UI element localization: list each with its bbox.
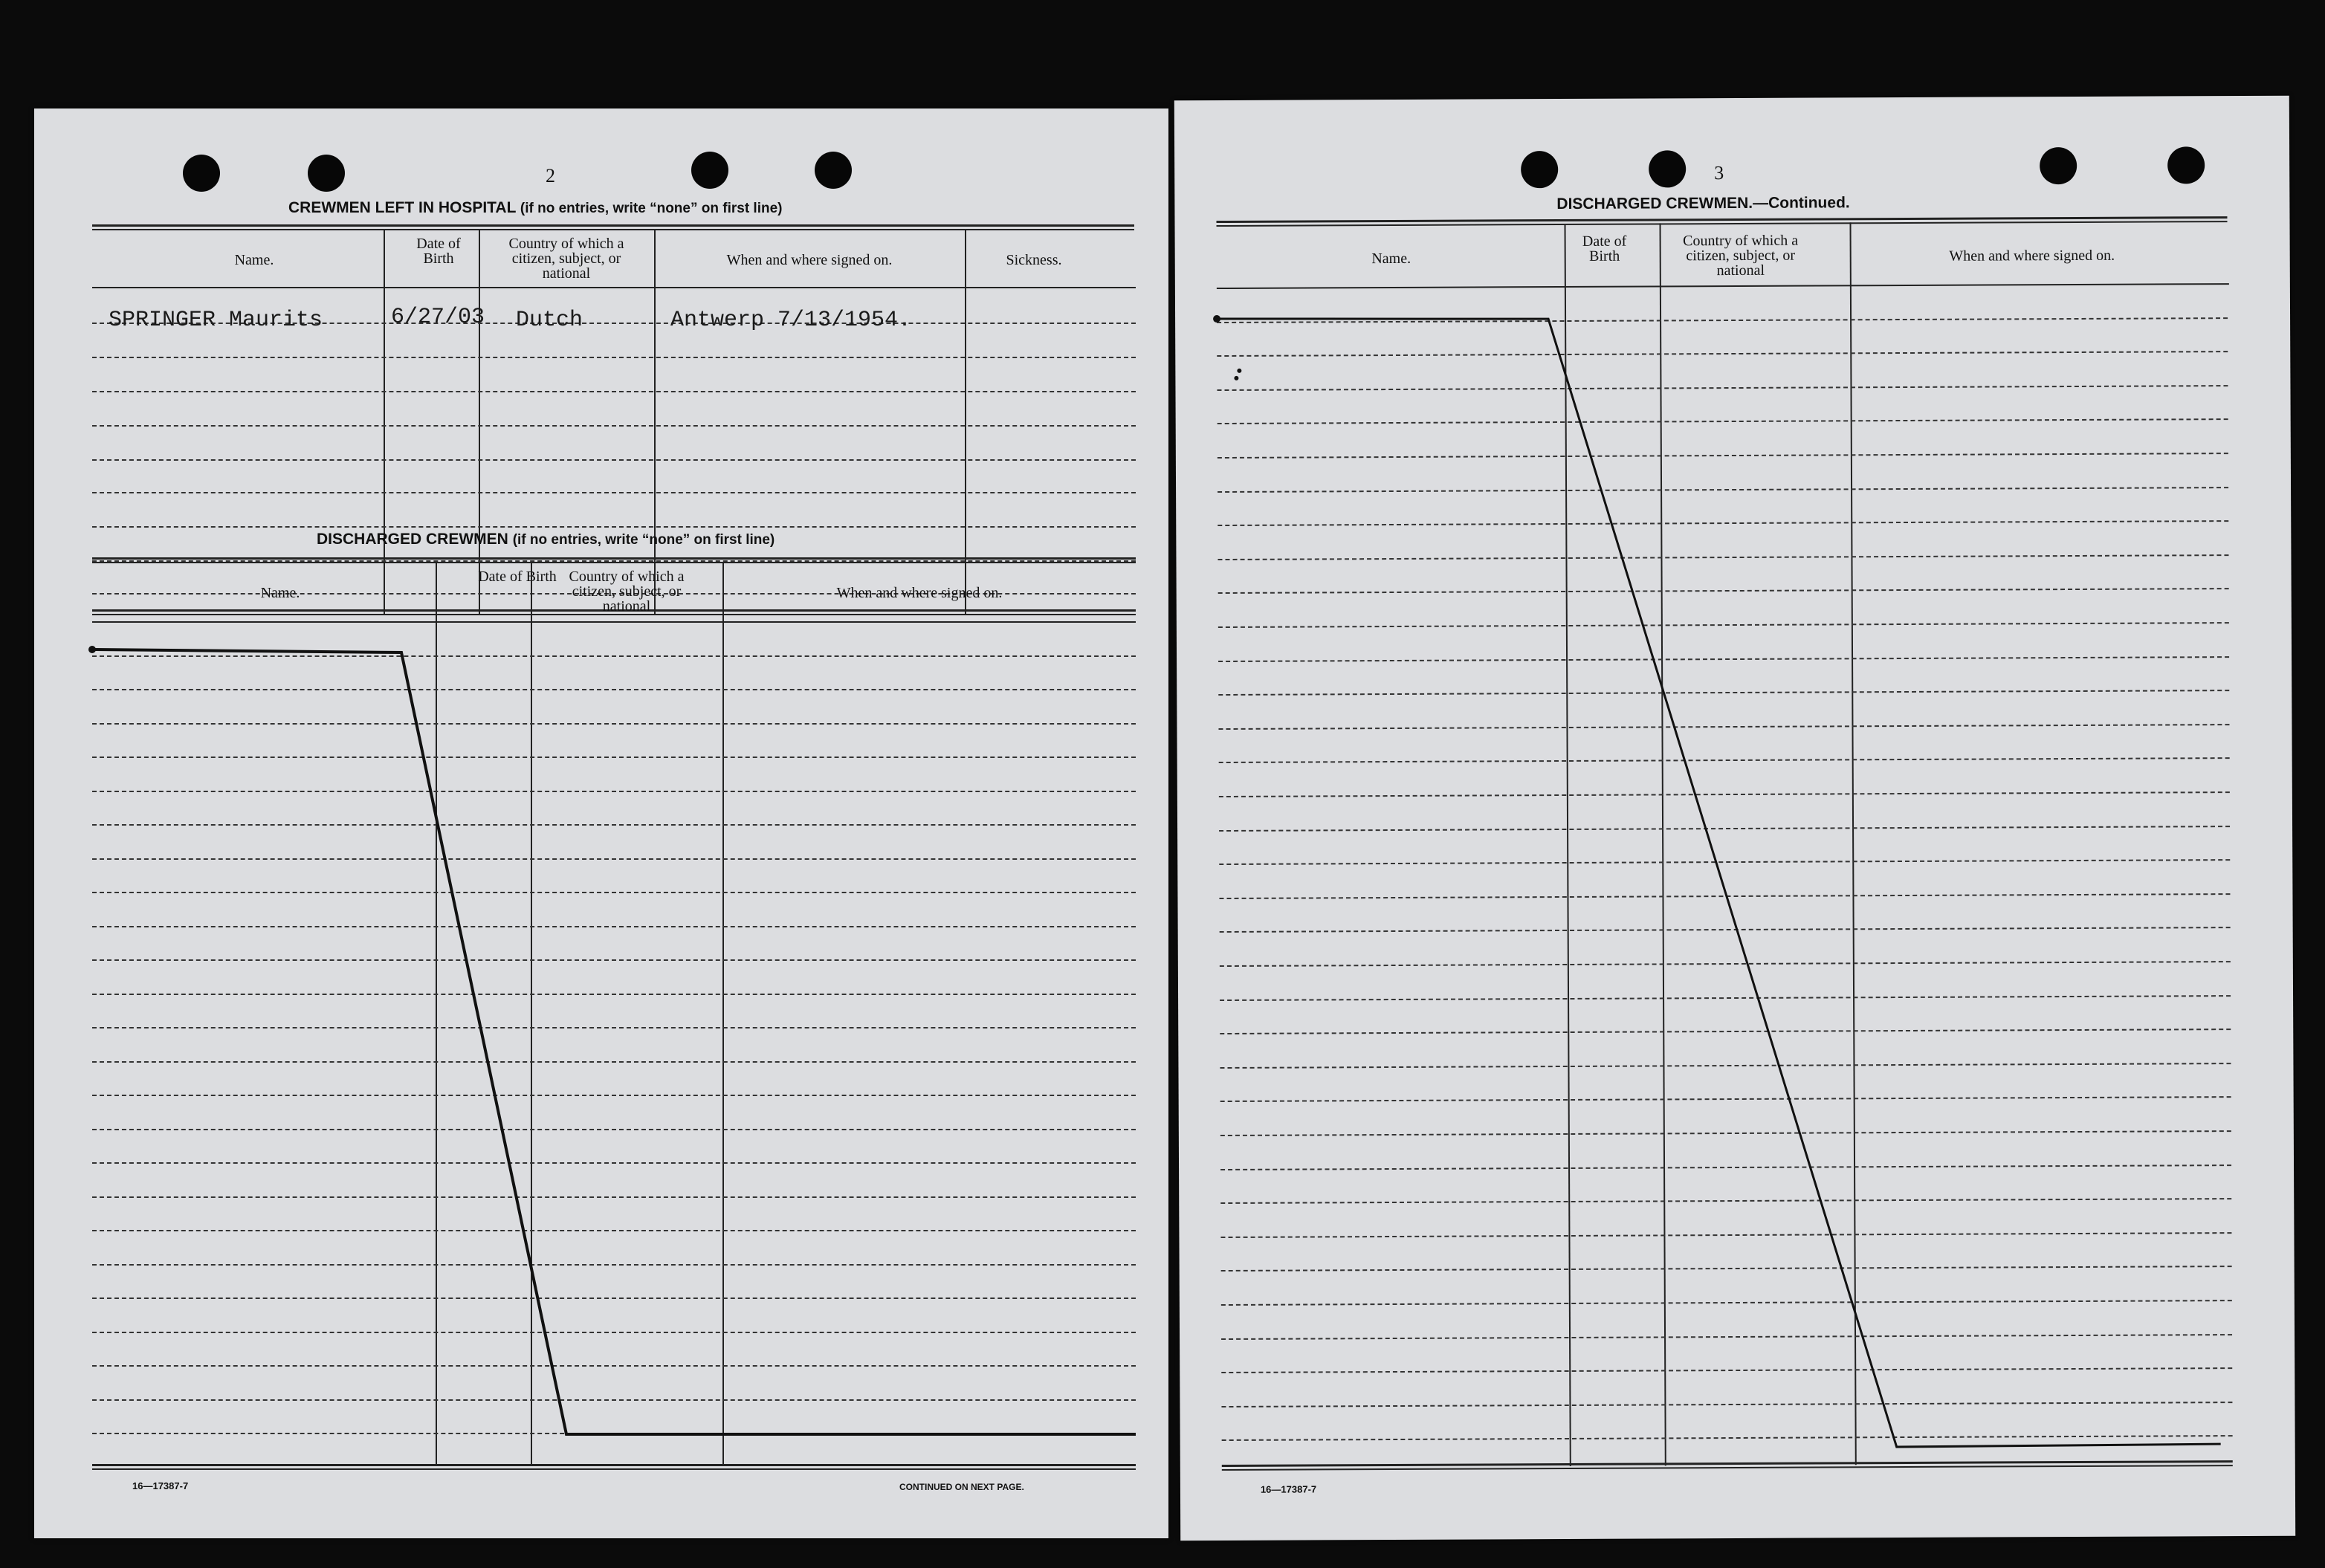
hospital-entry-name: SPRINGER Maurits — [109, 308, 323, 333]
col-head-country: Country of which a citizen, subject, or national — [508, 236, 624, 282]
right-page — [1174, 96, 2295, 1541]
col-head-dob: Date of Birth — [478, 568, 557, 585]
col-head-signed: When and where signed on. — [1949, 247, 2115, 265]
hospital-entry-signed: Antwerp 7/13/1954. — [670, 308, 912, 333]
col-head-country: Country of which a citizen, subject, or national — [569, 568, 685, 615]
col-head-dob: Date of Birth — [1582, 233, 1627, 265]
col-head-country: Country of which a citizen, subject, or national — [1683, 232, 1799, 279]
continued-note: CONTINUED ON NEXT PAGE. — [899, 1482, 1024, 1492]
col-head-name: Name. — [260, 585, 300, 601]
strikeout-line — [34, 108, 1168, 1538]
col-head-name: Name. — [1371, 250, 1412, 268]
form-number: 16—17387-7 — [132, 1480, 189, 1491]
discharged-continued-title: DISCHARGED CREWMEN.—Continued. — [1556, 194, 1850, 213]
hospital-title-note: (if no entries, write “none” on first line) — [520, 201, 783, 216]
hospital-entry-country: Dutch — [516, 308, 583, 333]
discharged-title-note: (if no entries, write “none” on first line) — [512, 532, 775, 548]
col-head-name: Name. — [234, 252, 274, 268]
page-number: 2 — [546, 165, 555, 187]
col-head-dob: Date of Birth — [416, 236, 461, 267]
discharged-title-text: DISCHARGED CREWMEN — [317, 531, 508, 548]
col-head-signed: When and where signed on. — [726, 252, 893, 268]
left-page — [34, 108, 1168, 1538]
strikeout-line — [1174, 96, 2295, 1541]
hospital-title-text: CREWMEN LEFT IN HOSPITAL — [288, 199, 517, 216]
form-number: 16—17387-7 — [1260, 1483, 1317, 1495]
hospital-entry-dob: 6/27/03 — [391, 305, 485, 330]
col-head-signed: When and where signed on. — [836, 585, 1003, 601]
page-number: 3 — [1714, 162, 1724, 184]
col-head-sickness: Sickness. — [1006, 252, 1062, 268]
